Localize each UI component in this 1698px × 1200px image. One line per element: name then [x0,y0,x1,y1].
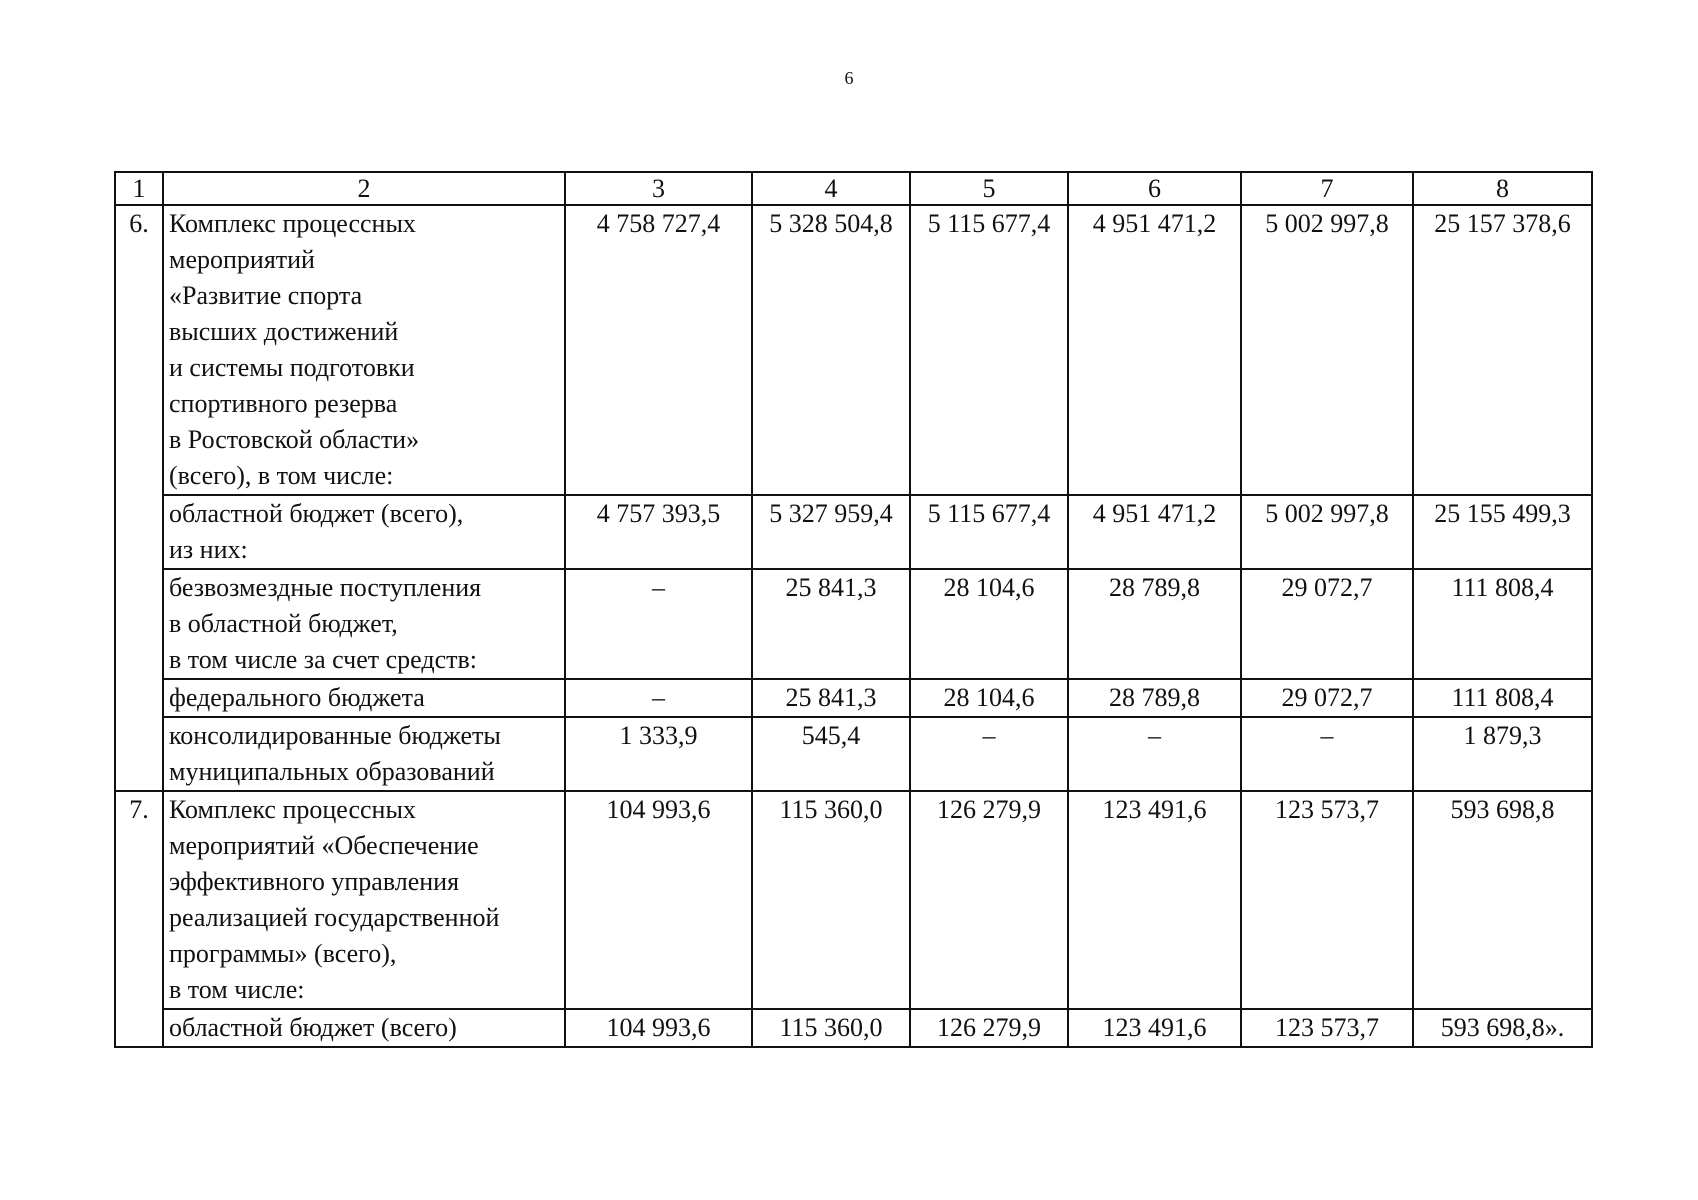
header-cell: 8 [1413,172,1592,205]
value-cell: 123 573,7 [1241,791,1413,1009]
value-cell: 25 841,3 [752,679,910,717]
value-cell: 5 002 997,8 [1241,495,1413,569]
label-line: консолидированные бюджеты [169,721,501,750]
value-cell: – [1068,717,1241,791]
value-cell: 593 698,8 [1413,791,1592,1009]
value-cell: 593 698,8». [1413,1009,1592,1047]
row-index: 7. [115,791,163,1047]
label-line: высших достижений [169,317,399,346]
label-line: областной бюджет (всего), [169,499,464,528]
value-cell: 29 072,7 [1241,679,1413,717]
table-row [115,679,1592,717]
value-cell: 5 115 677,4 [910,205,1068,495]
label-line: Комплекс процессных [169,209,416,238]
value-cell: 1 879,3 [1413,717,1592,791]
value-cell: – [565,569,752,679]
row-label [163,495,565,569]
header-cell: 5 [910,172,1068,205]
value-cell: 5 002 997,8 [1241,205,1413,495]
label-line: из них: [169,535,248,564]
budget-table [114,171,1593,1048]
value-cell: 4 758 727,4 [565,205,752,495]
label-line: в том числе за счет средств: [169,645,477,674]
value-cell: 4 951 471,2 [1068,495,1241,569]
value-cell: 111 808,4 [1413,679,1592,717]
value-cell: 29 072,7 [1241,569,1413,679]
row-label [163,1009,565,1047]
value-cell: 123 573,7 [1241,1009,1413,1047]
row-label [163,679,565,717]
table-row [115,205,1592,495]
value-cell: 104 993,6 [565,1009,752,1047]
table-row [115,569,1592,679]
row-label [163,717,565,791]
value-cell: 28 789,8 [1068,679,1241,717]
value-cell: 123 491,6 [1068,791,1241,1009]
label-line: безвозмездные поступления [169,573,482,602]
label-line: областной бюджет (всего) [169,1013,457,1042]
label-line: федерального бюджета [169,683,425,712]
table-row [115,717,1592,791]
value-cell: 5 115 677,4 [910,495,1068,569]
value-cell: – [910,717,1068,791]
header-cell: 6 [1068,172,1241,205]
value-cell: 123 491,6 [1068,1009,1241,1047]
value-cell: 115 360,0 [752,1009,910,1047]
value-cell: 25 157 378,6 [1413,205,1592,495]
header-row [115,172,1592,205]
table-row [115,791,1592,1009]
row-label [163,205,565,495]
table-row [115,495,1592,569]
value-cell: 5 327 959,4 [752,495,910,569]
label-line: и системы подготовки [169,353,415,382]
value-cell: 25 155 499,3 [1413,495,1592,569]
value-cell: 1 333,9 [565,717,752,791]
value-cell: 5 328 504,8 [752,205,910,495]
table-row [115,1009,1592,1047]
label-line: мероприятий «Обеспечение [169,831,479,860]
value-cell: 28 104,6 [910,569,1068,679]
label-line: спортивного резерва [169,389,398,418]
value-cell: 104 993,6 [565,791,752,1009]
value-cell: 126 279,9 [910,1009,1068,1047]
label-line: в том числе: [169,975,305,1004]
value-cell: 25 841,3 [752,569,910,679]
label-line: эффективного управления [169,867,460,896]
label-line: в областной бюджет, [169,609,398,638]
header-cell: 2 [163,172,565,205]
row-label [163,791,565,1009]
row-label [163,569,565,679]
page-number: 6 [844,68,854,88]
label-line: программы» (всего), [169,939,397,968]
value-cell: 4 757 393,5 [565,495,752,569]
label-line: Комплекс процессных [169,795,416,824]
value-cell: 126 279,9 [910,791,1068,1009]
label-line: в Ростовской области» [169,425,420,454]
label-line: «Развитие спорта [169,281,363,310]
header-cell: 4 [752,172,910,205]
label-line: мероприятий [169,245,315,274]
header-cell: 1 [115,172,163,205]
value-cell: 545,4 [752,717,910,791]
value-cell: 4 951 471,2 [1068,205,1241,495]
row-index: 6. [115,205,163,791]
label-line: муниципальных образований [169,757,495,786]
header-cell: 7 [1241,172,1413,205]
value-cell: 28 104,6 [910,679,1068,717]
value-cell: 28 789,8 [1068,569,1241,679]
value-cell: 115 360,0 [752,791,910,1009]
value-cell: 111 808,4 [1413,569,1592,679]
value-cell: – [565,679,752,717]
value-cell: – [1241,717,1413,791]
header-cell: 3 [565,172,752,205]
label-line: (всего), в том числе: [169,461,394,490]
label-line: реализацией государственной [169,903,500,932]
